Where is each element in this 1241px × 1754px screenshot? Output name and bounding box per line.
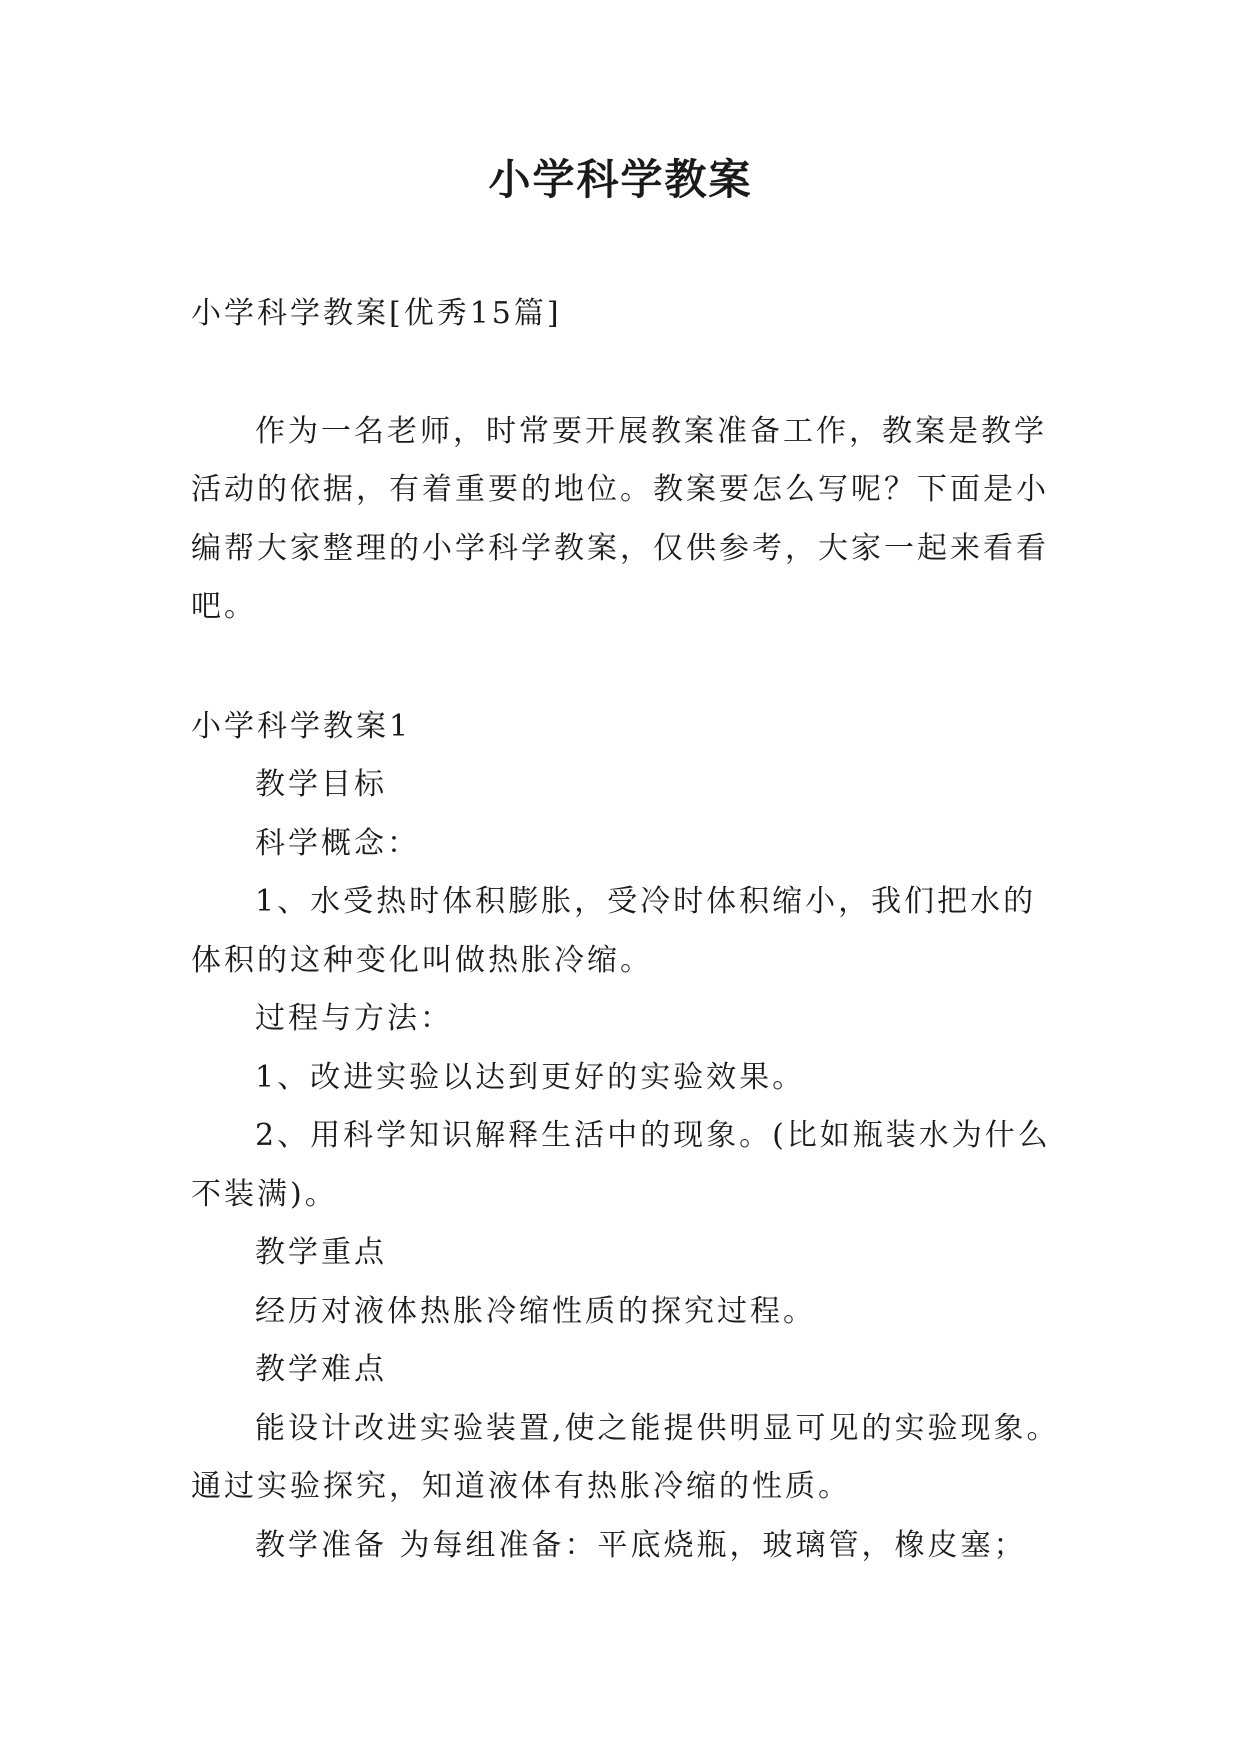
concept-item-line: 体积的这种变化叫做热胀冷缩。 — [191, 942, 653, 978]
difficulty-heading: 教学难点 — [255, 1352, 387, 1387]
process-item-line: 不装满)。 — [191, 1176, 338, 1212]
intro-line: 吧。 — [191, 589, 257, 624]
document-subtitle: 小学科学教案[优秀15篇] — [191, 296, 562, 331]
difficulty-line: 能设计改进实验装置,使之能提供明显可见的实验现象。 — [255, 1410, 1060, 1446]
intro-line: 编帮大家整理的小学科学教案，仅供参考，大家一起来看看 — [191, 530, 1049, 566]
process-item: 1、改进实验以达到更好的实验效果。 — [255, 1059, 806, 1095]
concept-item-line: 1、水受热时体积膨胀，受冷时体积缩小，我们把水的 — [255, 884, 1037, 919]
key-heading: 教学重点 — [255, 1235, 387, 1270]
intro-line: 作为一名老师，时常要开展教案准备工作，教案是教学 — [255, 413, 1047, 449]
prep-line: 教学准备 为每组准备：平底烧瓶，玻璃管，橡皮塞； — [255, 1527, 1027, 1563]
intro-paragraph — [191, 403, 1051, 637]
section-heading: 小学科学教案1 — [191, 708, 412, 744]
intro-line: 活动的依据，有着重要的地位。教案要怎么写呢？下面是小 — [191, 472, 1049, 507]
process-heading: 过程与方法： — [255, 1001, 453, 1036]
document-body — [191, 285, 1060, 1575]
key-text: 经历对液体热胀冷缩性质的探究过程。 — [255, 1293, 816, 1329]
goal-heading: 教学目标 — [255, 767, 387, 802]
document-title: 小学科学教案 — [488, 155, 753, 204]
difficulty-line: 通过实验探究，知道液体有热胀冷缩的性质。 — [191, 1469, 851, 1504]
process-item-line: 2、用科学知识解释生活中的现象。(比如瓶装水为什么 — [255, 1118, 1051, 1153]
concept-heading: 科学概念： — [255, 825, 420, 861]
